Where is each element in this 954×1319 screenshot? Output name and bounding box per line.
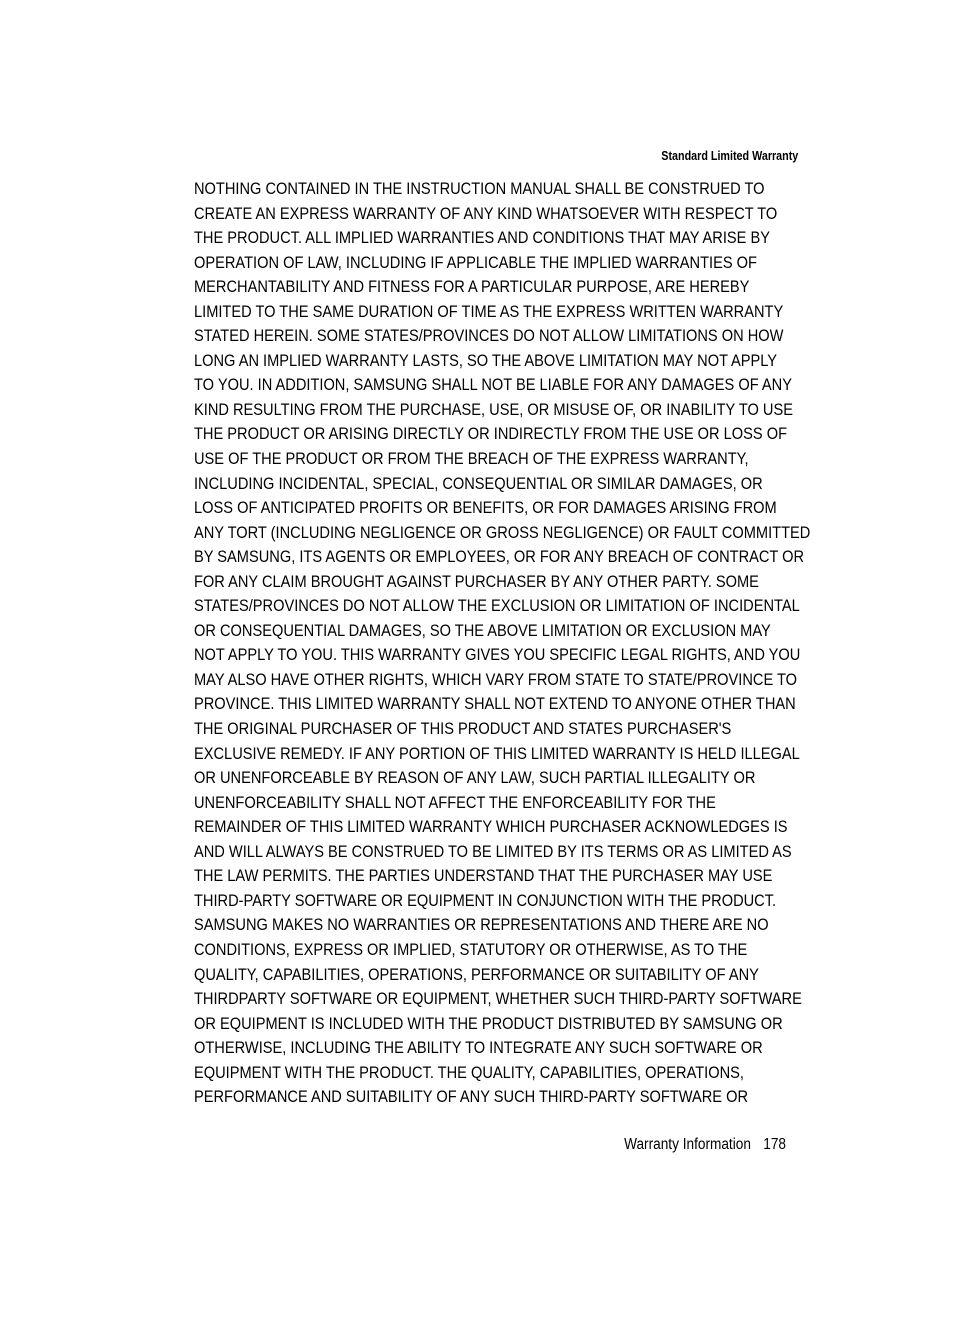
page-footer: [624, 1136, 786, 1154]
body-line: FOR ANY CLAIM BROUGHT AGAINST PURCHASER BY ANY OTHER PARTY. SOME: [194, 571, 759, 591]
body-line: THE LAW PERMITS. THE PARTIES UNDERSTAND THAT THE PURCHASER MAY USE: [194, 866, 773, 886]
body-line: QUALITY, CAPABILITIES, OPERATIONS, PERFORMANCE OR SUITABILITY OF ANY: [194, 964, 759, 984]
body-line: THE ORIGINAL PURCHASER OF THIS PRODUCT AND STATES PURCHASER'S: [194, 719, 732, 739]
body-line: USE OF THE PRODUCT OR FROM THE BREACH OF THE EXPRESS WARRANTY,: [194, 449, 749, 469]
running-header: Standard Limited Warranty: [661, 149, 798, 163]
body-line: OR CONSEQUENTIAL DAMAGES, SO THE ABOVE LIMITATION OR EXCLUSION MAY: [194, 620, 771, 640]
body-line: MAY ALSO HAVE OTHER RIGHTS, WHICH VARY FROM STATE TO STATE/PROVINCE TO: [194, 669, 798, 689]
body-line: LONG AN IMPLIED WARRANTY LASTS, SO THE ABOVE LIMITATION MAY NOT APPLY: [194, 350, 778, 370]
body-line: CREATE AN EXPRESS WARRANTY OF ANY KIND WHATSOEVER WITH RESPECT TO: [194, 203, 778, 223]
body-line: ANY TORT (INCLUDING NEGLIGENCE OR GROSS NEGLIGENCE) OR FAULT COMMITTED: [194, 522, 811, 542]
body-line: THIRDPARTY SOFTWARE OR EQUIPMENT, WHETHER SUCH THIRD-PARTY SOFTWARE: [194, 989, 802, 1009]
body-line: LOSS OF ANTICIPATED PROFITS OR BENEFITS, OR FOR DAMAGES ARISING FROM: [194, 498, 777, 518]
body-line: THE PRODUCT OR ARISING DIRECTLY OR INDIRECTLY FROM THE USE OR LOSS OF: [194, 424, 788, 444]
body-line: OPERATION OF LAW, INCLUDING IF APPLICABLE THE IMPLIED WARRANTIES OF: [194, 252, 757, 272]
body-line: PROVINCE. THIS LIMITED WARRANTY SHALL NOT EXTEND TO ANYONE OTHER THAN: [194, 694, 796, 714]
body-line: THE PRODUCT. ALL IMPLIED WARRANTIES AND CONDITIONS THAT MAY ARISE BY: [194, 228, 770, 248]
body-line: NOT APPLY TO YOU. THIS WARRANTY GIVES YOU SPECIFIC LEGAL RIGHTS, AND YOU: [194, 645, 801, 665]
body-line: BY SAMSUNG, ITS AGENTS OR EMPLOYEES, OR FOR ANY BREACH OF CONTRACT OR: [194, 547, 805, 567]
body-line: THIRD-PARTY SOFTWARE OR EQUIPMENT IN CONJUNCTION WITH THE PRODUCT.: [194, 890, 777, 910]
body-line: EXCLUSIVE REMEDY. IF ANY PORTION OF THIS LIMITED WARRANTY IS HELD ILLEGAL: [194, 743, 800, 763]
body-line: OR UNENFORCEABLE BY REASON OF ANY LAW, SUCH PARTIAL ILLEGALITY OR: [194, 768, 756, 788]
body-line: STATES/PROVINCES DO NOT ALLOW THE EXCLUSION OR LIMITATION OF INCIDENTAL: [194, 596, 800, 616]
body-paragraph: [194, 177, 811, 1110]
page-number: 178: [763, 1136, 786, 1153]
body-line: TO YOU. IN ADDITION, SAMSUNG SHALL NOT BE LIABLE FOR ANY DAMAGES OF ANY: [194, 375, 792, 395]
body-line: CONDITIONS, EXPRESS OR IMPLIED, STATUTORY OR OTHERWISE, AS TO THE: [194, 939, 748, 959]
body-line: INCLUDING INCIDENTAL, SPECIAL, CONSEQUENTIAL OR SIMILAR DAMAGES, OR: [194, 473, 763, 493]
body-line: LIMITED TO THE SAME DURATION OF TIME AS THE EXPRESS WRITTEN WARRANTY: [194, 301, 784, 321]
body-line: OR EQUIPMENT IS INCLUDED WITH THE PRODUCT DISTRIBUTED BY SAMSUNG OR: [194, 1013, 783, 1033]
body-line: PERFORMANCE AND SUITABILITY OF ANY SUCH THIRD-PARTY SOFTWARE OR: [194, 1087, 749, 1107]
body-line: KIND RESULTING FROM THE PURCHASE, USE, OR MISUSE OF, OR INABILITY TO USE: [194, 399, 793, 419]
body-line: MERCHANTABILITY AND FITNESS FOR A PARTICULAR PURPOSE, ARE HEREBY: [194, 277, 750, 297]
body-line: EQUIPMENT WITH THE PRODUCT. THE QUALITY, CAPABILITIES, OPERATIONS,: [194, 1062, 744, 1082]
footer-section-label: Warranty Information: [624, 1136, 751, 1153]
body-line: UNENFORCEABILITY SHALL NOT AFFECT THE ENFORCEABILITY FOR THE: [194, 792, 716, 812]
body-line: REMAINDER OF THIS LIMITED WARRANTY WHICH PURCHASER ACKNOWLEDGES IS: [194, 817, 788, 837]
body-line: SAMSUNG MAKES NO WARRANTIES OR REPRESENTATIONS AND THERE ARE NO: [194, 915, 769, 935]
body-line: NOTHING CONTAINED IN THE INSTRUCTION MANUAL SHALL BE CONSTRUED TO: [194, 179, 765, 198]
body-line: OTHERWISE, INCLUDING THE ABILITY TO INTEGRATE ANY SUCH SOFTWARE OR: [194, 1038, 763, 1058]
body-line: STATED HEREIN. SOME STATES/PROVINCES DO NOT ALLOW LIMITATIONS ON HOW: [194, 326, 784, 346]
body-line: AND WILL ALWAYS BE CONSTRUED TO BE LIMITED BY ITS TERMS OR AS LIMITED AS: [194, 841, 792, 861]
